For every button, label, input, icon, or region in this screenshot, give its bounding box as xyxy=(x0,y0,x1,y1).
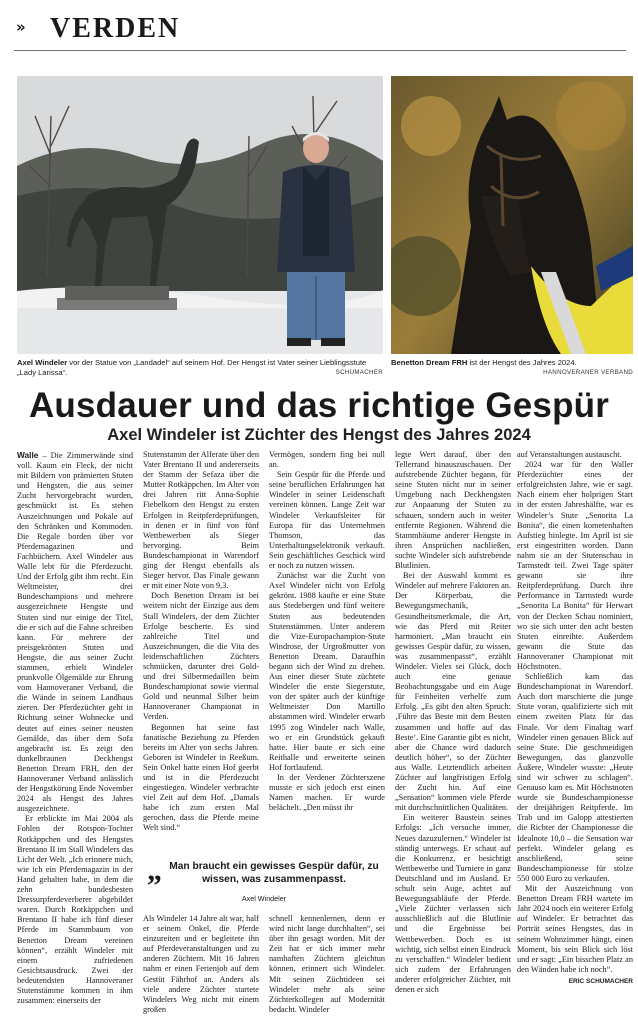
paragraph xyxy=(143,591,259,722)
article-column-1 xyxy=(17,450,133,1020)
paragraph-text: Begonnen hat seine fast fanatische Beziehung zu Pferden bereits im Alter von sechs Jahren. Geboren ist Windeler in Reeßum. Sein Onkel hatte einen Hof geerbt und ist in die Pferdezucht eingestiegen. Windeler verbrachte viel Zeit auf dem Hof. „Damals habe ich zum ersten Mal gerochen, dass die Pferde meine Welt sind.“ xyxy=(143,722,259,833)
paragraph-text: Doch Benetton Dream ist bei weitem nicht der Einzige aus dem Stall Windelers, der dem Züchter Erfolge bescherte. Es sind zahlreiche Titel und Auszeichnungen, die die Vita des leidenschaftlichen Züchters schmücken, darunter drei Gold- und drei Silbermedaillen beim Bundeschampionat sowie viermal Gold und neunmal Silber beim Hannoveraner Championat in Verden. xyxy=(143,591,259,722)
section-rule xyxy=(14,50,626,51)
article-subheadline: Axel Windeler ist Züchter des Hengst des Jahres 2024 xyxy=(107,426,531,444)
paragraph xyxy=(269,914,385,1015)
paragraph-text: Sein Gespür für die Pferde und seine beruflichen Erfahrungen hat Windeler in seiner Leidenschaft vereinen können. Lange Zeit war Windeler Verkaufsleiter für Europa für das Unternehmen Thomson, das Unterhaltungselektronik verkauft. Sein geschäftliches Geschick wird er noch zu nutzen wissen. xyxy=(269,470,385,571)
chevron-icon: » xyxy=(16,18,26,36)
section-header xyxy=(14,13,626,46)
photo-windeler-illustration xyxy=(17,76,383,354)
photo-windeler-statue xyxy=(17,76,383,354)
photo-caption-left xyxy=(17,358,383,378)
article-author: ERIC SCHUMACHER xyxy=(568,977,633,985)
paragraph xyxy=(143,450,259,591)
caption-right-text: ist der Hengst des Jahres 2024. xyxy=(467,358,577,367)
caption-right-name: Benetton Dream FRH xyxy=(391,358,468,367)
paragraph xyxy=(395,571,511,813)
paragraph xyxy=(17,450,133,814)
paragraph xyxy=(269,773,385,813)
paragraph-text: Mit der Auszeichnung von Benetton Dream FRH wartete im Jahr 2024 noch ein weiterer Erfolg auf Windeler. Er betrachtet das Porträt seines Hengstes, das in seinem Wohnzimmer hängt, einen Moment, bis sein Blick sich löst und er sagt: „Ein bisschen Platz an den Wänden habe ich noch“. xyxy=(517,884,633,974)
article-column-2-lower xyxy=(143,914,259,1020)
paragraph-text: Als Windeler 14 Jahre alt war, half er seinem Onkel, die Pferde einzureiten und er begleitete ihn auf Pferdeveranstaltungen und zu anderen Züchtern. Mit 16 Jahren nahm er einen Ferienjob auf dem Gestüt Fährhof an. Anders als viele andere Züchter startete Windelers Weg nicht mit einem großen xyxy=(143,914,259,1014)
paragraph-text: Ein weiterer Baustein seines Erfolgs: „Ich versuche immer, Neues dazuzulernen.“ Windeler ist ständig unterwegs. Er schaut auf die Konkurrenz, er besichtigt Wettbewerbe und Turniere in ganz Deutschland und im Ausland. Er schult sein Auge, achtet auf Bewegungsabläufe der Pferde. „Viele Züchter verlassen sich ausschließlich auf die Blutlinie und die Ergebnisse bei Wettbewerben. Doch es ist wichtig, sich selbst einen Eindruck zu verschaffen.“ Windeler bedient sich zudem der Erfahrungen anderer erfolgreicher Züchter, mit denen er sich xyxy=(395,813,511,994)
paragraph-text: 2024 war für den Waller Pferdezüchter eines der erfolgreichsten Jahre, wie er sagt. Nach einem eher holprigen Start in der ersten Jahreshälfte, war es Windeler’s Stute „Senorita La Bonita“, die einen kometenhaften Aufstieg hinlegte. Im April ist sie erst eingestritten worden. Dann nahm sie an der Stutenschau in Tarmstedt teil. Zwei Tage später gewann sie ihre Reitpferdeprüfung. Durch ihre Performance in Tarmstedt wurde „Senorita La Bonita“ für Herwart von der Decken Schau nominiert, wo sie sich unter den acht besten Stuten einreihte. Außerdem gewann die Stute das Hannoveraner Championat mit Höchstnoten. xyxy=(517,460,633,671)
article-column-5 xyxy=(517,450,633,1020)
paragraph xyxy=(395,813,511,995)
paragraph-text: Stutenstamm der Alferate über den Vater Brentano II und andererseits der Stamm der Sefaza über die Mutter Rotkäppchen. Im Alter von drei Jahren ritt Anna-Sophie Fiebelkorn den Hengst zu ersten Erfolgen in Reitpferdeprüfungen, in denen er in fünf von fünf Wettbewerben als Sieger hervorging. Beim Bundeschampionat in Warendorf ging der Hengst ebenfalls als Sieger hervor. Das Finale gewann er mit einer Note von 9,3. xyxy=(143,450,259,591)
paragraph xyxy=(17,814,133,1006)
paragraph xyxy=(517,672,633,884)
quote-mark-icon: „ xyxy=(147,854,162,887)
paragraph xyxy=(269,571,385,773)
photo-caption-right xyxy=(391,358,633,376)
paragraph xyxy=(395,450,511,571)
paragraph-text: schnell kennenlernen, denn er wird nicht lange durchhalten“, sei über ihn gesagt worden. Mit der Zeit hat er sich immer mehr namhaften Züchtern gleichtun können, erinnert sich Windeler. Mit seinen Züchtideen sei Windeler mehr als seine Züchterkollegen auf Modernität bedacht. Windeler xyxy=(269,914,385,1014)
paragraph-text: Bei der Auswahl kommt es Windeler auf mehrere Faktoren an. Der Körperbau, die Bewegungsmechanik, Gesundheitsmerkmale, die Art, wie das Pferd mit Reiter harmoniert. „Man braucht ein gewisses Gespür dafür, zu wissen, was zusammenpasst“, erzählt Windeler. Vieles sei Glück, doch auch eine genaue Beobachtungsgabe und ein Auge für Feinheiten verhelfe zum Erfolg. „Es gibt den alten Spruch: ‚Führe das Beste mit dem Besten zusammen und hoffe auf das Beste‘. Eine Garantie gibt es nicht, aber die Chance wird dadurch deutlich höher“, so der Züchter aus Walle. Letztendlich arbeiten Züchter auf langfristigen Erfolg der Zucht hin. Auf eine „Sensation“ kommen viele Pferde mit durchschnittlichen Qualitäten. xyxy=(395,571,511,813)
caption-left-text: vor der Statue von „Landadel“ auf seinem Hof. Der Hengst ist Vater seiner Lieblingsstute „Lady Larissa“. xyxy=(17,358,367,377)
article-column-3-lower xyxy=(269,914,385,1020)
article-column-2 xyxy=(143,450,259,854)
paragraph xyxy=(517,884,633,975)
caption-left-credit: SCHUMACHER xyxy=(335,369,383,376)
paragraph-text: auf Veranstaltungen austauscht. xyxy=(517,450,622,459)
section-title: VERDEN xyxy=(50,13,181,44)
article-column-4 xyxy=(395,450,511,1020)
paragraph-text: Schließlich kam das Bundeschampionat in Warendorf. Auch dort marschierte die junge Stute voran, qualifizierte sich mit einem zweiten Platz für das Finale. Vor dem Finaltag warf Windeler einen genauen Blick auf seine Stute. Die geschmeidigen Bewegungen, das glanzvolle Äußere, Windeler wusste: „Heute sind wir schwer zu schlagen“. Genauso kam es. Mit Höchstnoten wurde sie Bundeschampionesse der dreijährigen Reitpferde. Im Trab und im Galopp attestierten die Richter der Championesse die Idealnote 10,0 – die Sensation war perfekt. Windeler gelang es anschließend, seine Bundeschampionesse für stolze 550 000 Euro zu verkaufen. xyxy=(517,672,633,883)
paragraph xyxy=(269,450,385,470)
paragraph-text: Vermögen, sondern fing bei null an. xyxy=(269,450,385,470)
photo-benetton-dream xyxy=(391,76,633,354)
paragraph xyxy=(517,460,633,672)
caption-right-credit: HANNOVERANER VERBAND xyxy=(543,369,633,376)
photo-horse-illustration xyxy=(391,76,633,354)
article-headline: Ausdauer und das richtige Gespür xyxy=(28,386,610,425)
dateline: Walle xyxy=(17,450,39,460)
paragraph-text: – Die Zimmerwände sind voll. Kaum ein Fleck, der nicht mit Bildern von prämierten Stuten und Hengsten, die aus seiner Zucht hervorgebracht wurden, geschmückt ist. Es stehen Auszeichnungen und Pokale auf den Schränken und Kommoden. Die Regale borden über vor Pferdemagazinen und Fachbüchern. Axel Windeler aus Walle lebt für die Pferdezucht. Und der Erfolg gibt ihm recht. Ein Weltmeister, drei Bundeschampions und mehrere ausgezeichnete Hengste und Stuten sind nur einige der Titel, die er sich auf die Fahne schreiben kann. Für mehrere der preisgekrönten Stuten und Hengste, die aus seiner Zucht stammen, erhielt Windeler prunkvolle Ölgemälde zur Ehrung vom Hannoveraner Verband, die die Wände in seinem Landhaus zieren. Der Pferdezüchter geht in Richtung seiner Wohnecke und deutet auf eines seiner neusten Gemälde, das über dem Sofa angebracht ist. Es zeigt den dunkelbraunen Deckhengst Benetton Dream FRH, den der Hannoveraner Verband anlässlich der Hengstkörung Ende November 2024 als Hengst des Jahres ausgezeichnete. xyxy=(17,451,133,814)
paragraph xyxy=(143,723,259,834)
paragraph-text: Zunächst war die Zucht von Axel Windeler nicht von Erfolg gekrönt. 1988 kaufte er eine Stute aus Stedebergen und fünf weitere Stuten aus bedeutenden Stutenstämmen. Unter anderem die Vize-Europachampion-Stute Windrose, der Urgroßmutter von Benetton Dream. Daraufhin begann sich der Wind zu drehen. Aus einer dieser Stute züchtete Windeler die erste Siegerstute, von der später auch der künftige Weltmeister Don Martillo abstammen wird. Windeler erwarb 1995 zog Windeler nach Walle, wo er ein Grundstück gekauft hatte. Hier baute er sich eine Reithalle und erweiterte seinen Hof fortlaufend. xyxy=(269,571,385,772)
paragraph xyxy=(269,470,385,571)
pull-quote-text: Man braucht ein gewisses Gespür dafür, zu wissen, was zusammenpasst. xyxy=(169,861,379,885)
pull-quote xyxy=(143,854,385,912)
paragraph xyxy=(517,450,633,460)
article-column-3 xyxy=(269,450,385,854)
pull-quote-author: Axel Windeler xyxy=(241,894,287,903)
paragraph-text: Er erblickte im Mai 2004 als Fohlen der Rotspon-Tochter Rotkäppchen und des Hengstes Brentano II im Stall Windelers das Licht der Welt. „Ich erinnere mich, wie ich ein Pferdemagazin in der Hand gehalten habe, in dem die zehn bundesbesten Dressurpferdeverberer abgebildet waren. Durch Rotkäppchen und Brentano II habe ich fünf dieser Pferde im Stammbaum von Benetton Dream vereinen können“, erzählt Windeler mit einem zufriedenen Gesichtsausdruck. Zwei der bedeutendsten Hannoveraner Stutenstämme kommen in ihm zusammen: einerseits der xyxy=(17,814,133,1006)
caption-left-name: Axel Windeler xyxy=(17,358,68,367)
paragraph xyxy=(143,914,259,1015)
paragraph-text: In der Verdener Züchterszene musste er sich jedoch erst einen Namen machen. Er wurde belächelt. „Den müsst ihr xyxy=(269,773,385,813)
paragraph-text: legte Wert darauf, über den Tellerrand hinauszuschauen. Der aufstrebende Züchter begann, für seine Stuten nicht nur in seiner Umgebung nach Deckhengsten zur Anpaarung der Stuten zu schauen, sondern auch in weiter entfernte Regionen. Während die Stammbäume anderer Hengste in ihren Ansprüchen nachließen, suchte Windeler sich aufstrebende Blutlinien. xyxy=(395,450,511,571)
